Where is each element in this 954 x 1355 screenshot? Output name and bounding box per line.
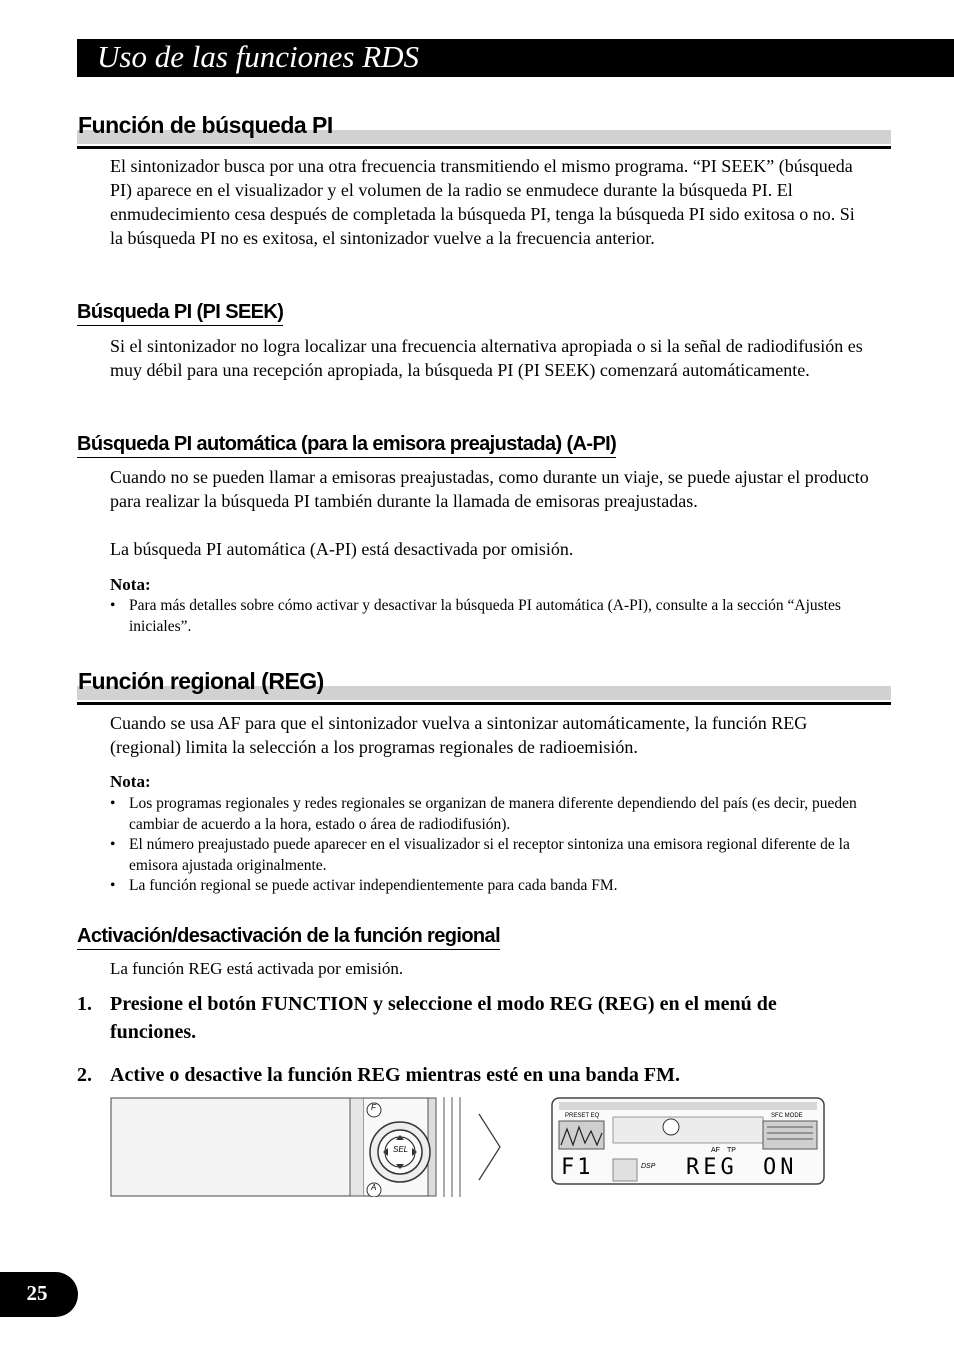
display-band: F1 <box>561 1155 594 1180</box>
step-number: 1. <box>77 993 92 1015</box>
arrow-icon <box>478 1113 502 1181</box>
list-item: • La función regional se puede activar independientemente para cada banda FM. <box>110 876 870 897</box>
section-title-text: Función de búsqueda PI <box>78 112 333 138</box>
a-pi-text-2: La búsqueda PI automática (A-PI) está desactivada por omisión. <box>110 539 574 559</box>
step-text: Presione el botón FUNCTION y seleccione el modo REG (REG) en el menú de funciones. <box>110 993 777 1043</box>
activation-default-text: La función REG está activada por emisión. <box>110 959 404 978</box>
step-1 <box>77 990 867 1046</box>
header-bar <box>77 39 954 77</box>
nota-label: Nota: <box>110 575 151 594</box>
a-pi-notes <box>110 596 870 637</box>
section-title-regional <box>77 668 891 705</box>
page-number-tab <box>0 1272 78 1317</box>
a-label: A <box>371 1183 377 1192</box>
subsection-title-pi-seek: Búsqueda PI (PI SEEK) <box>77 300 283 326</box>
af-label: AF <box>711 1147 720 1154</box>
dsp-label: DSP <box>641 1163 656 1170</box>
nota-label: Nota: <box>110 772 151 791</box>
head-unit-illustration <box>110 1097 462 1197</box>
sfc-mode-label: SFC MODE <box>771 1113 803 1119</box>
pi-search-intro: El sintonizador busca por una otra frecuencia transmitiendo el mismo programa. “PI SEEK” (búsqueda PI) aparece en el visualizador y el volumen de la radio se enmudece durante la búsqueda PI. El enmudecimiento cesa después de completada la búsqueda PI, tenga la búsqueda PI sido exitosa o no. Si la búsqueda PI no es exitosa, el sintonizador vuelve a la frecuencia anterior. <box>110 156 855 248</box>
a-pi-text-1: Cuando no se pueden llamar a emisoras preajustadas, como durante un viaje, se puede ajustar el producto para realizar la búsqueda PI también durante la llamada de emisoras preajustadas. <box>110 467 869 511</box>
tp-label: TP <box>727 1147 736 1154</box>
list-item: • El número preajustado puede aparecer en el visualizador si el receptor sintoniza una emisora regional diferente de la emisora ajustada originalmente. <box>110 835 870 876</box>
sel-label: SEL <box>393 1145 409 1154</box>
display-state: ON <box>763 1155 798 1180</box>
step-number: 2. <box>77 1064 92 1086</box>
regional-intro: Cuando se usa AF para que el sintonizador vuelva a sintonizar automáticamente, la función REG (regional) limita la selección a los programas regionales de radioemisión. <box>110 713 808 757</box>
regional-notes <box>110 794 870 897</box>
subsection-title-a-pi: Búsqueda PI automática (para la emisora preajustada) (A-PI) <box>77 432 616 458</box>
page-header-title: Uso de las funciones RDS <box>97 39 420 74</box>
section-title-pi-search <box>77 112 891 149</box>
display-mode: REG <box>686 1155 738 1180</box>
step-2 <box>77 1061 867 1089</box>
preset-eq-label: PRESET EQ <box>565 1113 600 1119</box>
head-unit-graphic <box>110 1097 462 1197</box>
section-title-text: Función regional (REG) <box>78 668 324 694</box>
subsection-title-activation: Activación/desactivación de la función regional <box>77 924 500 950</box>
f-label: F <box>371 1103 376 1112</box>
step-text: Active o desactive la función REG mientras esté en una banda FM. <box>110 1064 680 1086</box>
lcd-display <box>551 1097 825 1185</box>
list-item: • Los programas regionales y redes regionales se organizan de manera diferente dependiendo del país (es decir, pueden cambiar de acuerdo a la hora, estado o área de radiodifusión). <box>110 794 870 835</box>
page-number: 25 <box>26 1281 48 1305</box>
pi-seek-text: Si el sintonizador no logra localizar una frecuencia alternativa apropiada o si la señal de radiodifusión es muy débil para una recepción apropiada, la búsqueda PI (PI SEEK) comenzará automáticamente. <box>110 336 863 380</box>
list-item: • Para más detalles sobre cómo activar y desactivar la búsqueda PI automática (A-PI), consulte a la sección “Ajustes iniciales”. <box>110 596 870 637</box>
